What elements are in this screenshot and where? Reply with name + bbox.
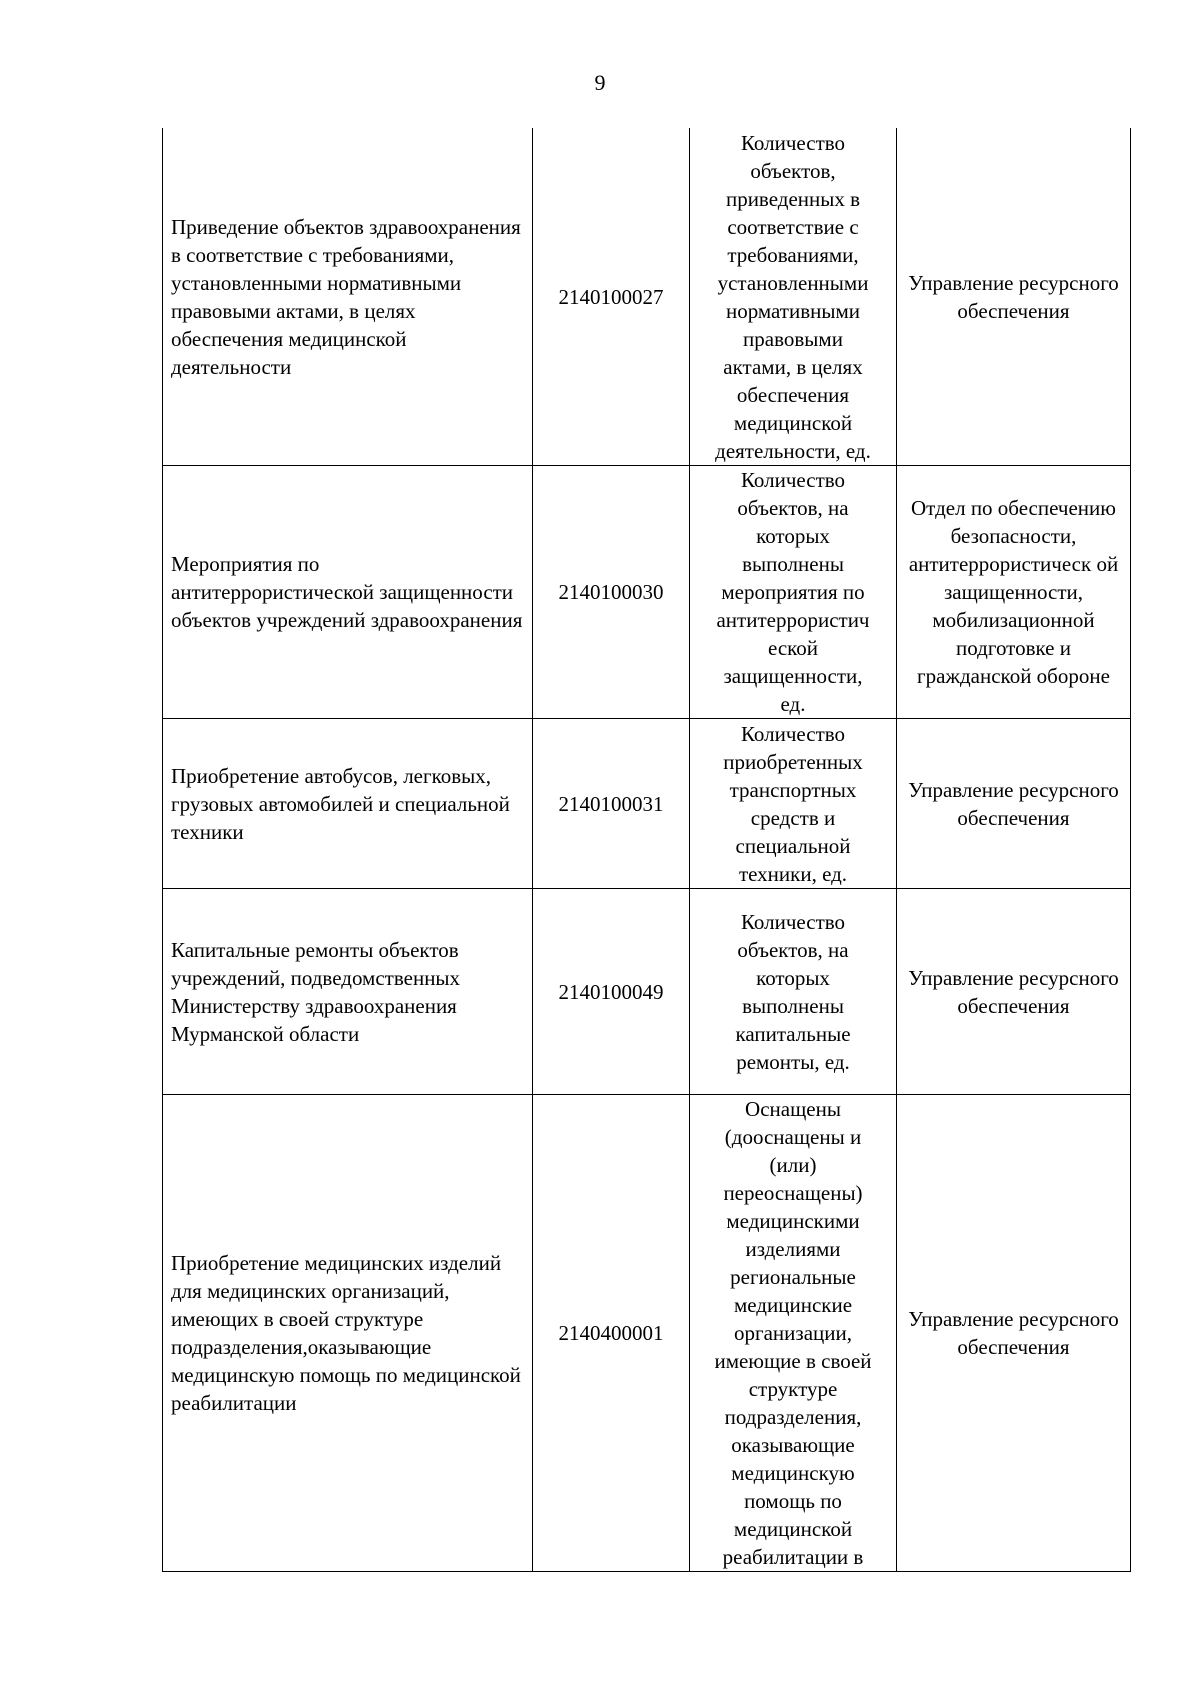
program-activities-table	[162, 128, 1131, 1572]
code-cell: 2140100030	[533, 466, 690, 719]
indicator-text: Количество объектов, на которых выполнены мероприятия по антитеррористич еской защищенности, ед.	[716, 468, 870, 716]
activity-name-cell: Приведение объектов здравоохранения в соответствие с требованиями, установленными нормативными правовыми актами, в целях обеспечения медицинской деятельности	[163, 128, 533, 466]
activity-name-cell: Приобретение медицинских изделий для медицинских организаций, имеющих в своей структуре подразделения,оказывающие медицинскую помощь по медицинской реабилитации	[163, 1095, 533, 1572]
table-row	[163, 719, 1131, 889]
indicator-cell	[690, 1095, 897, 1572]
code-cell: 2140400001	[533, 1095, 690, 1572]
responsible-cell: Управление ресурсного обеспечения	[897, 128, 1131, 466]
responsible-cell: Управление ресурсного обеспечения	[897, 889, 1131, 1095]
table-row	[163, 466, 1131, 719]
responsible-cell: Управление ресурсного обеспечения	[897, 719, 1131, 889]
activity-name-cell: Мероприятия по антитеррористической защищенности объектов учреждений здравоохранения	[163, 466, 533, 719]
table-row	[163, 889, 1131, 1095]
table-row	[163, 1095, 1131, 1572]
page-number: 9	[594, 70, 606, 95]
responsible-cell: Управление ресурсного обеспечения	[897, 1095, 1131, 1572]
code-cell: 2140100031	[533, 719, 690, 889]
indicator-text: Количество объектов, приведенных в соответствие с требованиями, установленными нормативными правовыми актами, в целях обеспечения медицинской деятельности, ед.	[715, 130, 871, 463]
indicator-cell	[690, 719, 897, 889]
code-cell: 2140100049	[533, 889, 690, 1095]
indicator-cell	[690, 466, 897, 719]
responsible-cell: Отдел по обеспечению безопасности, антитеррористическ ой защищенности, мобилизационной подготовке и гражданской обороне	[897, 466, 1131, 719]
code-cell: 2140100027	[533, 128, 690, 466]
indicator-text: Оснащены (дооснащены и (или) переоснащены) медицинскими изделиями региональные медицинские организации, имеющие в своей структуре подразделения, оказывающие медицинскую помощь по медицинской реабилитации в	[714, 1097, 872, 1569]
activity-name-cell: Приобретение автобусов, легковых, грузовых автомобилей и специальной техники	[163, 719, 533, 889]
indicator-cell	[690, 128, 897, 466]
indicator-cell	[690, 889, 897, 1095]
activity-name-cell: Капитальные ремонты объектов учреждений, подведомственных Министерству здравоохранения Мурманской области	[163, 889, 533, 1095]
indicator-text: Количество объектов, на которых выполнены капитальные ремонты, ед.	[735, 909, 851, 1074]
table-row	[163, 128, 1131, 466]
indicator-text: Количество приобретенных транспортных средств и специальной техники, ед.	[723, 721, 863, 886]
